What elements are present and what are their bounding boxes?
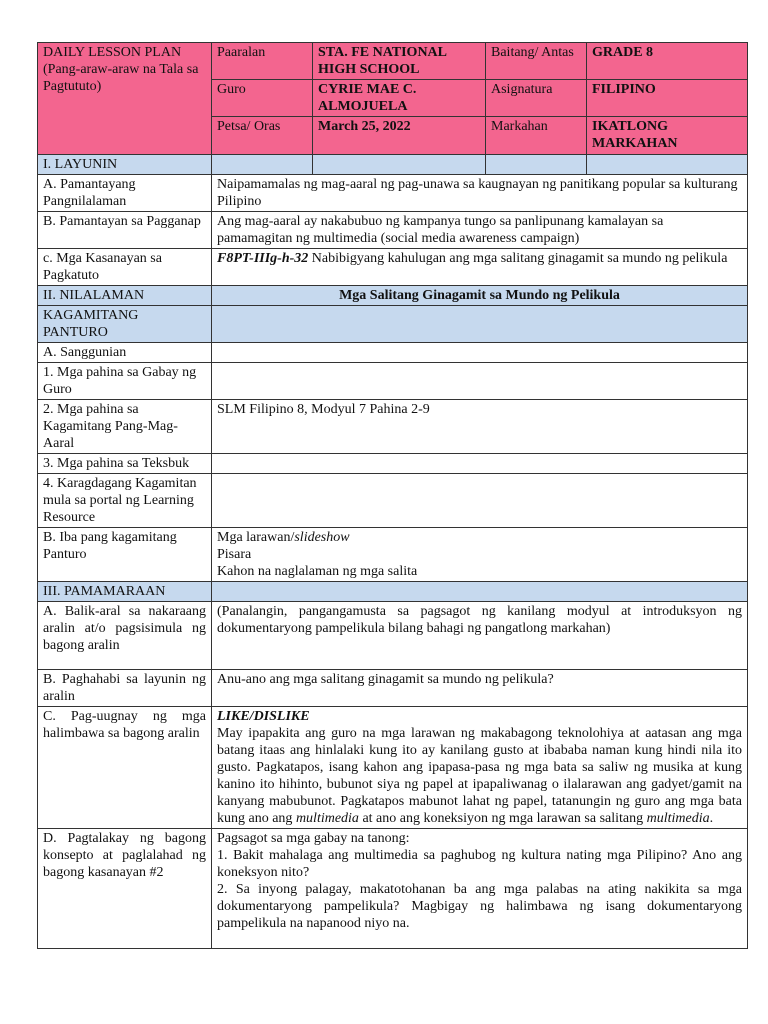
lesson-topic: Mga Salitang Ginagamit sa Mundo ng Pelikula bbox=[212, 286, 748, 306]
row-label: A. Balik-aral sa nakaraang aralin at/o pagsisimula ng bagong aralin bbox=[38, 602, 212, 670]
nilalaman-row bbox=[38, 286, 748, 306]
nilalaman-heading: II. NILALAMAN bbox=[38, 286, 212, 306]
subject-value: FILIPINO bbox=[587, 80, 748, 117]
row-label: B. Iba pang kagamitang Panturo bbox=[38, 528, 212, 582]
row-label: 4. Karagdagang Kagamitan mula sa portal ng Learning Resource bbox=[38, 474, 212, 528]
row-label: B. Pamantayan sa Pagganap bbox=[38, 212, 212, 249]
row-label: A. Sanggunian bbox=[38, 343, 212, 363]
row-content: (Panalangin, pangangamusta sa pagsagot ng kanilang modyul at introduksyon ng dokumentaryong pampelikula bilang bahagi ng pangatlong markahan) bbox=[212, 602, 748, 670]
competency-text: Nabibigyang kahulugan ang mga salitang ginagamit sa mundo ng pelikula bbox=[308, 251, 728, 266]
table-row bbox=[38, 602, 748, 670]
lesson-plan-table bbox=[37, 42, 748, 949]
table-row bbox=[38, 343, 748, 363]
date-value: March 25, 2022 bbox=[313, 117, 486, 155]
table-row bbox=[38, 474, 748, 528]
kagamitan-heading-row bbox=[38, 306, 748, 343]
layunin-heading: I. LAYUNIN bbox=[38, 155, 212, 175]
row-label: A. Pamantayang Pangnilalaman bbox=[38, 175, 212, 212]
table-row bbox=[38, 528, 748, 582]
subject-label: Asignatura bbox=[486, 80, 587, 117]
table-row bbox=[38, 175, 748, 212]
kagamitan-heading: KAGAMITANG PANTURO bbox=[38, 306, 212, 343]
row-content: Ang mag-aaral ay nakabubuo ng kampanya tungo sa panlipunang kamalayan sa pamamagitan ng multimedia (social media awareness campaign) bbox=[212, 212, 748, 249]
school-label: Paaralan bbox=[212, 43, 313, 80]
competency-code: F8PT-IIIg-h-32 bbox=[217, 251, 309, 266]
grade-label: Baitang/ Antas bbox=[486, 43, 587, 80]
activity-title: LIKE/DISLIKE bbox=[217, 709, 310, 724]
header-row-1 bbox=[38, 43, 748, 80]
table-row bbox=[38, 212, 748, 249]
table-row bbox=[38, 400, 748, 454]
row-label: C. Pag-uugnay ng mga halimbawa sa bagong aralin bbox=[38, 707, 212, 829]
row-label: 3. Mga pahina sa Teksbuk bbox=[38, 454, 212, 474]
row-label: 2. Mga pahina sa Kagamitang Pang-Mag-Aaral bbox=[38, 400, 212, 454]
table-row bbox=[38, 249, 748, 286]
row-content: Anu-ano ang mga salitang ginagamit sa mundo ng pelikula? bbox=[212, 670, 748, 707]
date-label: Petsa/ Oras bbox=[212, 117, 313, 155]
quarter-value: IKATLONG MARKAHAN bbox=[587, 117, 748, 155]
layunin-heading-row bbox=[38, 155, 748, 175]
table-row bbox=[38, 670, 748, 707]
row-content: Pagsagot sa mga gabay na tanong: 1. Bakit mahalaga ang multimedia sa paghubog ng kultura nating mga Pilipino? Ano ang koneksyon nito? 2. Sa inyong palagay, makatotohanan ba ang mga palabas na ating nakikita sa mga dokumentaryong pampelikula? Magbigay ng halimbawa ng isang dokumentaryong pampelikula na napanood niyo na. bbox=[212, 829, 748, 949]
row-label: 1. Mga pahina sa Gabay ng Guro bbox=[38, 363, 212, 400]
grade-value: GRADE 8 bbox=[587, 43, 748, 80]
table-row bbox=[38, 829, 748, 949]
table-row bbox=[38, 454, 748, 474]
table-row bbox=[38, 363, 748, 400]
row-content: Naipamamalas ng mag-aaral ng pag-unawa sa kaugnayan ng panitikang popular sa kulturang Pilipino bbox=[212, 175, 748, 212]
school-value: STA. FE NATIONAL HIGH SCHOOL bbox=[313, 43, 486, 80]
teacher-label: Guro bbox=[212, 80, 313, 117]
document-title: DAILY LESSON PLAN (Pang-araw-araw na Tala sa Pagtututo) bbox=[38, 43, 212, 155]
row-content: SLM Filipino 8, Modyul 7 Pahina 2-9 bbox=[212, 400, 748, 454]
row-content bbox=[212, 249, 748, 286]
pamamaraan-heading-row bbox=[38, 582, 748, 602]
table-row bbox=[38, 707, 748, 829]
row-content: Mga larawan/slideshow Pisara Kahon na naglalaman ng mga salita bbox=[212, 528, 748, 582]
teacher-value: CYRIE MAE C. ALMOJUELA bbox=[313, 80, 486, 117]
row-label: B. Paghahabi sa layunin ng aralin bbox=[38, 670, 212, 707]
quarter-label: Markahan bbox=[486, 117, 587, 155]
row-content: LIKE/DISLIKE May ipapakita ang guro na mga larawan ng makabagong teknolohiya at aatasan ang mga batang itaas ang hinlalaki kung ito ay kanilang gusto at ibababa naman kung hindi nila ito gusto. Pagkatapos, isang kahon ang ipapasa-pasa ng mga bata sa saliw ng musika at kung kanino ito hihinto, bubunot siya ng papel at ipapaliwanag o ilalarawan ang gadyet/gamit na kanyang mabubunot. Pagkatapos mabunot lahat ng papel, tatanungin ng guro ang mga bata kung ano ang multimedia at ano ang koneksiyon ng mga larawan sa salitang multimedia. bbox=[212, 707, 748, 829]
pamamaraan-heading: III. PAMAMARAAN bbox=[38, 582, 212, 602]
row-label: D. Pagtalakay ng bagong konsepto at paglalahad ng bagong kasanayan #2 bbox=[38, 829, 212, 949]
row-label: c. Mga Kasanayan sa Pagkatuto bbox=[38, 249, 212, 286]
